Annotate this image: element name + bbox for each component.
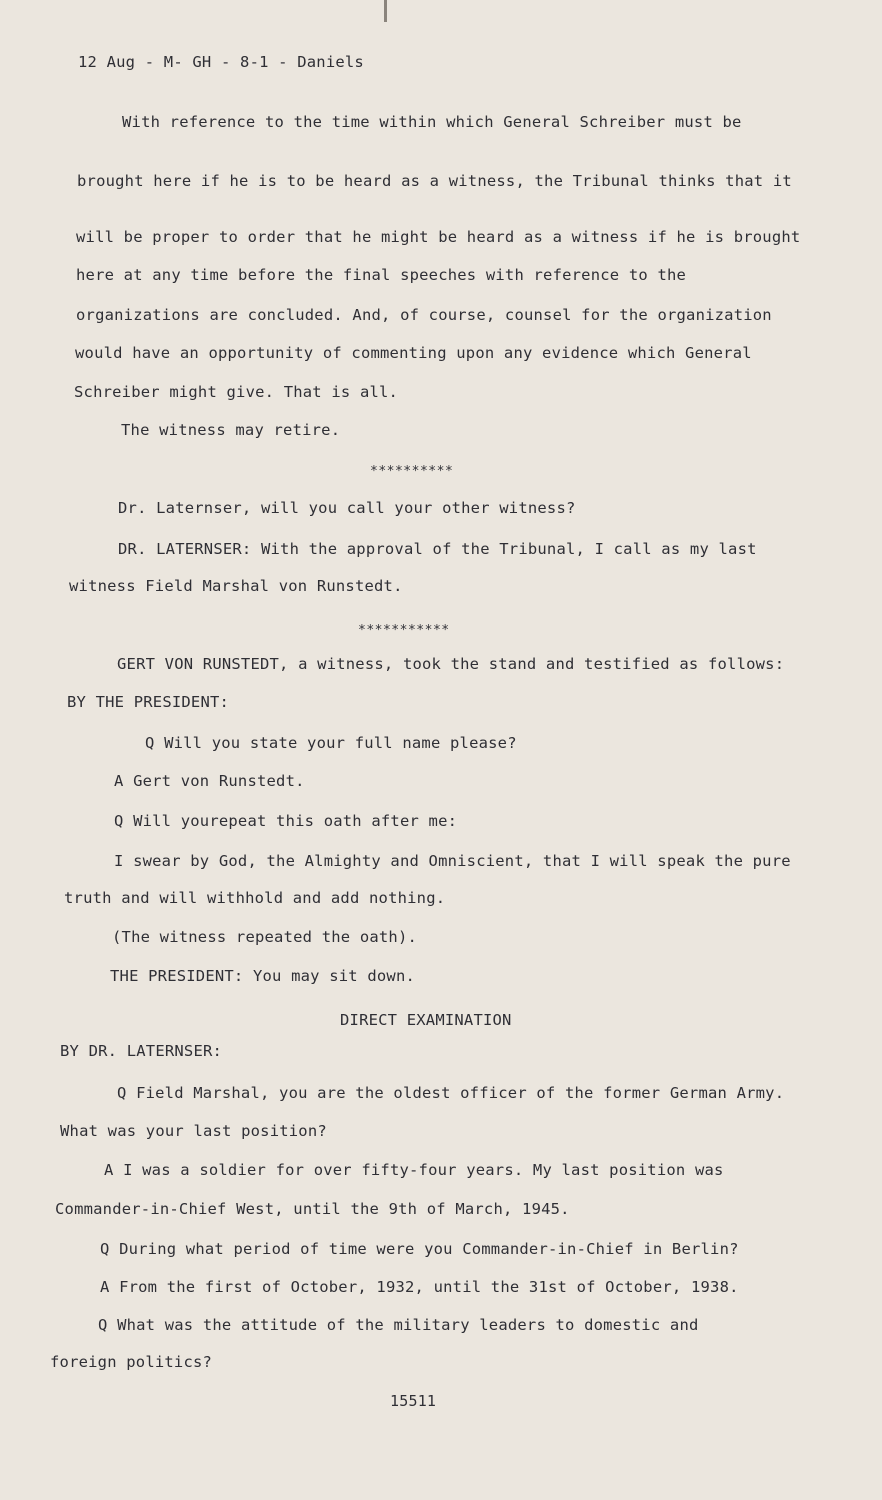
text-line: With reference to the time within which General Schreiber must be <box>122 113 742 131</box>
text-line: GERT VON RUNSTEDT, a witness, took the stand and testified as follows: <box>117 655 785 673</box>
text-line: I swear by God, the Almighty and Omniscient, that I will speak the pure <box>114 852 791 870</box>
text-line: A I was a soldier for over fifty-four years. My last position was <box>104 1161 724 1179</box>
text-line: will be proper to order that he might be heard as a witness if he is brought <box>76 228 801 246</box>
text-line: Q Will yourepeat this oath after me: <box>114 812 458 830</box>
text-line: DR. LATERNSER: With the approval of the Tribunal, I call as my last <box>118 540 757 558</box>
text-line: truth and will withhold and add nothing. <box>64 889 446 907</box>
page-header: 12 Aug - M- GH - 8-1 - Daniels <box>78 53 364 71</box>
text-line: Dr. Laternser, will you call your other witness? <box>118 499 576 517</box>
text-line: THE PRESIDENT: You may sit down. <box>110 967 416 985</box>
text-line: organizations are concluded. And, of course, counsel for the organization <box>76 306 772 324</box>
text-line: Q What was the attitude of the military leaders to domestic and <box>98 1316 699 1334</box>
asterisk-separator: *********** <box>358 623 450 638</box>
section-heading: BY THE PRESIDENT: <box>67 693 230 711</box>
text-line: witness Field Marshal von Runstedt. <box>69 577 403 595</box>
text-line: brought here if he is to be heard as a witness, the Tribunal thinks that it <box>77 172 792 190</box>
text-line: What was your last position? <box>60 1122 327 1140</box>
asterisk-separator: ********** <box>370 464 454 479</box>
binding-mark <box>384 0 387 22</box>
text-line: Commander-in-Chief West, until the 9th of March, 1945. <box>55 1200 570 1218</box>
text-line: A From the first of October, 1932, until the 31st of October, 1938. <box>100 1278 739 1296</box>
text-line: Q Will you state your full name please? <box>145 734 517 752</box>
text-line: (The witness repeated the oath). <box>112 928 418 946</box>
text-line: Schreiber might give. That is all. <box>74 383 399 401</box>
text-line: would have an opportunity of commenting upon any evidence which General <box>75 344 752 362</box>
text-line: Q During what period of time were you Commander-in-Chief in Berlin? <box>100 1240 739 1258</box>
text-line: A Gert von Runstedt. <box>114 772 305 790</box>
text-line: Q Field Marshal, you are the oldest officer of the former German Army. <box>117 1084 785 1102</box>
text-line: The witness may retire. <box>121 421 341 439</box>
page-number: 15511 <box>390 1392 437 1410</box>
text-line: here at any time before the final speeches with reference to the <box>76 266 687 284</box>
text-line: foreign politics? <box>50 1353 213 1371</box>
section-heading: DIRECT EXAMINATION <box>340 1011 512 1029</box>
section-heading: BY DR. LATERNSER: <box>60 1042 223 1060</box>
